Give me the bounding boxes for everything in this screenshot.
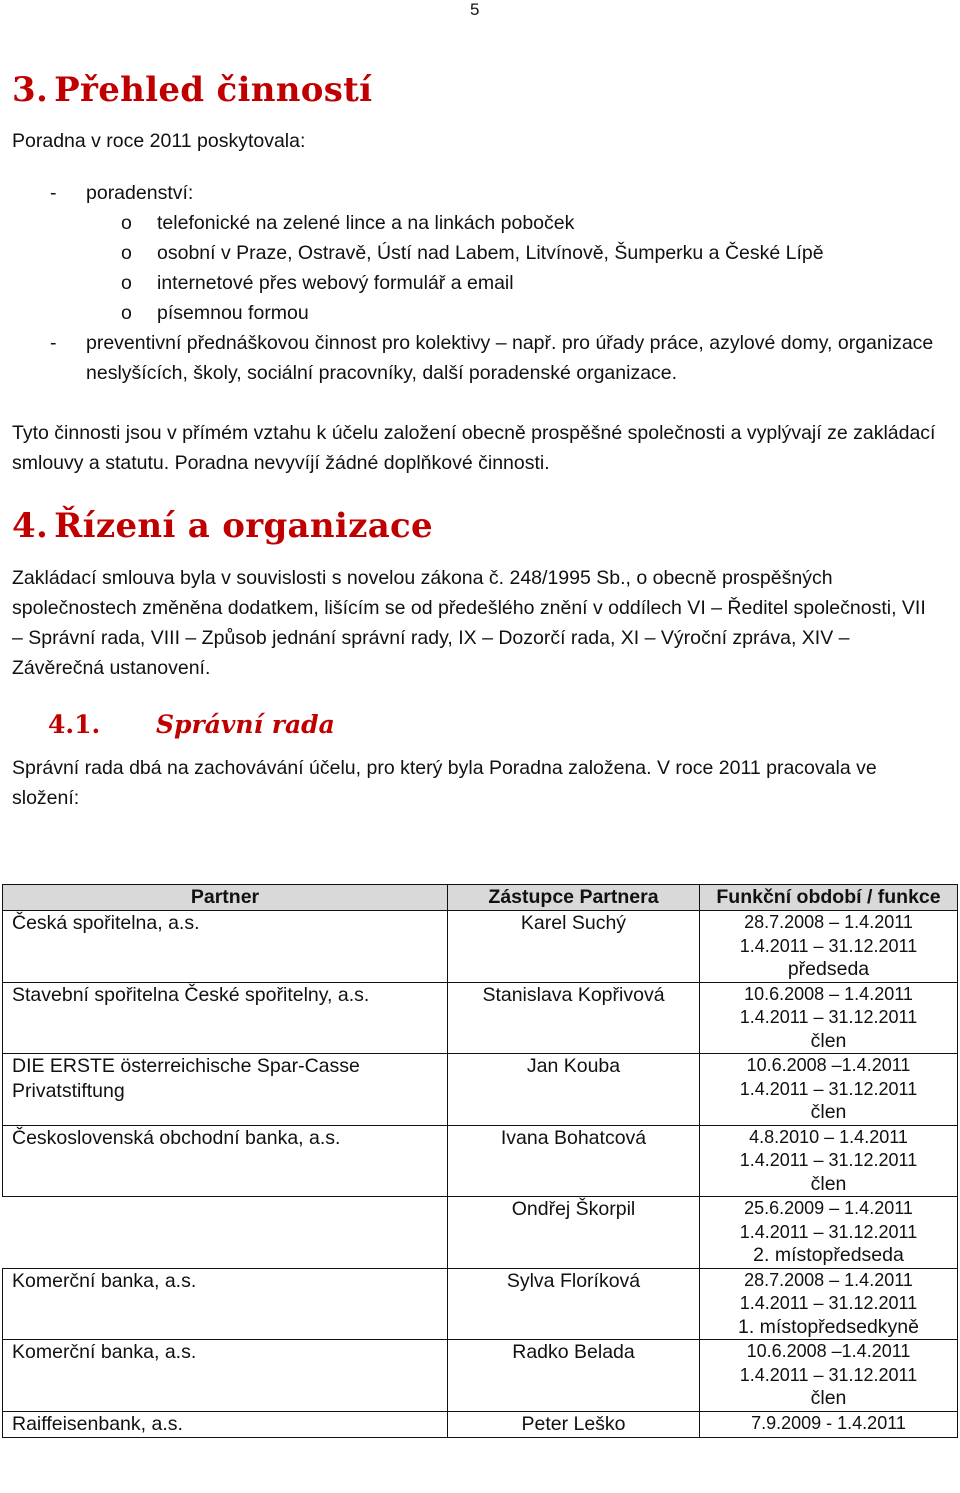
- section-closing: Tyto činnosti jsou v přímém vztahu k účelu založení obecně prospěšné společnosti a vyplývají ze zakládací smlouvy a statutu. Poradna nevyvíjí žádné doplňkové činnosti.: [12, 422, 936, 474]
- sub-list-item: [12, 298, 940, 328]
- role: člen: [810, 1387, 847, 1409]
- period-second: 1.4.2011 – 31.12.2011: [739, 1078, 918, 1099]
- period-cell: [700, 1268, 958, 1340]
- partner-cell: Československá obchodní banka, a.s.: [3, 1125, 448, 1197]
- circle-bullet: o: [121, 212, 132, 234]
- section-number: 4.: [12, 506, 49, 546]
- section-number: 3.: [12, 70, 49, 110]
- board-table-wrapper: [2, 884, 957, 1438]
- period-first: 4.8.2010 – 1.4.2011: [749, 1126, 908, 1147]
- subsection-number: 4.1.: [48, 710, 101, 739]
- period-second: 1.4.2011 – 31.12.2011: [739, 1221, 918, 1242]
- section-heading-3: [12, 70, 372, 110]
- subsection-paragraph: Správní rada dbá na zachovávání účelu, pro který byla Poradna založena. V roce 2011 pracovala ve složení:: [12, 757, 877, 809]
- partner-cell: Česká spořitelna, a.s.: [3, 911, 448, 983]
- header-partner: Partner: [3, 885, 448, 911]
- period-first: 28.7.2008 – 1.4.2011: [744, 912, 913, 932]
- circle-bullet: o: [121, 302, 132, 324]
- period-cell: [700, 1054, 958, 1126]
- period-first: 10.6.2008 – 1.4.2011: [744, 983, 913, 1004]
- table-row: [3, 911, 958, 983]
- sub-list-item-text: osobní v Praze, Ostravě, Ústí nad Labem, Litvínově, Šumperku a České Lípě: [157, 242, 824, 264]
- circle-bullet: o: [121, 242, 132, 264]
- section-title: Přehled činností: [54, 70, 373, 110]
- period-second: 1.4.2011 – 31.12.2011: [739, 1150, 918, 1170]
- table-row: [3, 1197, 958, 1269]
- period-cell: [700, 982, 958, 1054]
- partner-cell: Komerční banka, a.s.: [3, 1340, 448, 1412]
- partner-cell: [3, 1197, 448, 1269]
- subsection-heading-4-1: [48, 710, 335, 739]
- representative-cell: Radko Belada: [448, 1340, 700, 1412]
- representative-cell: Peter Leško: [448, 1411, 700, 1437]
- period-first: 28.7.2008 – 1.4.2011: [744, 1269, 913, 1290]
- dash-bullet: -: [50, 332, 57, 354]
- period-first: 25.6.2009 – 1.4.2011: [744, 1198, 913, 1218]
- role: člen: [810, 1172, 847, 1195]
- sub-list-item: [12, 208, 940, 238]
- representative-cell: Karel Suchý: [448, 911, 700, 983]
- period-cell: [700, 911, 958, 983]
- table-header-row: [3, 885, 958, 911]
- circle-bullet: o: [121, 272, 132, 294]
- sub-list-item: [12, 238, 940, 268]
- sub-list-item-text: telefonické na zelené lince a na linkách poboček: [157, 212, 575, 234]
- period-second: 1.4.2011 – 31.12.2011: [739, 1293, 918, 1313]
- representative-cell: Jan Kouba: [448, 1054, 700, 1126]
- sub-list-item-text: internetové přes webový formulář a email: [157, 272, 514, 294]
- dash-bullet: -: [50, 182, 57, 204]
- partner-cell: Raiffeisenbank, a.s.: [3, 1411, 448, 1437]
- period-second: 1.4.2011 – 31.12.2011: [739, 935, 918, 956]
- period-first: 10.6.2008 –1.4.2011: [746, 1341, 911, 1361]
- sub-list-item: [12, 268, 940, 298]
- header-period: Funkční období / funkce: [700, 885, 958, 911]
- role: 2. místopředseda: [753, 1244, 904, 1266]
- representative-cell: Ivana Bohatcová: [448, 1125, 700, 1197]
- page-number: 5: [470, 0, 480, 19]
- role: 1. místopředsedkyně: [737, 1315, 919, 1338]
- representative-cell: Ondřej Škorpil: [448, 1197, 700, 1269]
- period-cell: [700, 1411, 958, 1437]
- partner-cell: Stavební spořitelna České spořitelny, a.s.: [3, 982, 448, 1054]
- period-first: 7.9.2009 - 1.4.2011: [751, 1412, 906, 1433]
- representative-cell: Sylva Floríková: [448, 1268, 700, 1340]
- list-item: [12, 178, 940, 208]
- table-row: [3, 1340, 958, 1412]
- period-second: 1.4.2011 – 31.12.2011: [739, 1364, 918, 1385]
- section-title: Řízení a organizace: [54, 506, 433, 546]
- role: člen: [810, 1101, 847, 1123]
- subsection-title: Správní rada: [156, 710, 335, 739]
- table-row: [3, 1268, 958, 1340]
- section-intro: Poradna v roce 2011 poskytovala:: [12, 130, 306, 152]
- board-table: [2, 884, 958, 1438]
- period-cell: [700, 1340, 958, 1412]
- section-paragraph: Zakládací smlouva byla v souvislosti s novelou zákona č. 248/1995 Sb., o obecně prospěšných společnostech změněna dodatkem, lišícím se od předešlého znění v oddílech VI – Ředitel společnosti, VII – Správní rada, VIII – Způsob jednání správní rady, IX – Dozorčí rada, XI – Výroční zpráva, XIV – Závěrečná ustanovení.: [12, 567, 926, 679]
- representative-cell: Stanislava Kopřivová: [448, 982, 700, 1054]
- period-cell: [700, 1197, 958, 1269]
- period-second: 1.4.2011 – 31.12.2011: [739, 1007, 918, 1027]
- header-representative: Zástupce Partnera: [448, 885, 700, 911]
- partner-cell: DIE ERSTE österreichische Spar-Casse Privatstiftung: [3, 1054, 448, 1126]
- period-first: 10.6.2008 –1.4.2011: [746, 1055, 911, 1075]
- role: předseda: [787, 958, 870, 980]
- section-heading-4: [12, 506, 433, 546]
- list-item-text: preventivní přednáškovou činnost pro kolektivy – např. pro úřady práce, azylové domy, organizace neslyšících, školy, sociální pracovníky, další poradenské organizace.: [86, 332, 934, 384]
- table-row: [3, 1054, 958, 1126]
- sub-list-item-text: písemnou formou: [157, 302, 309, 324]
- table-row: [3, 1125, 958, 1197]
- table-row: [3, 1411, 958, 1437]
- role: člen: [810, 1029, 847, 1052]
- table-row: [3, 982, 958, 1054]
- services-list: [12, 178, 940, 388]
- partner-cell: Komerční banka, a.s.: [3, 1268, 448, 1340]
- list-item: [12, 328, 940, 388]
- period-cell: [700, 1125, 958, 1197]
- list-item-text: poradenství:: [86, 182, 194, 204]
